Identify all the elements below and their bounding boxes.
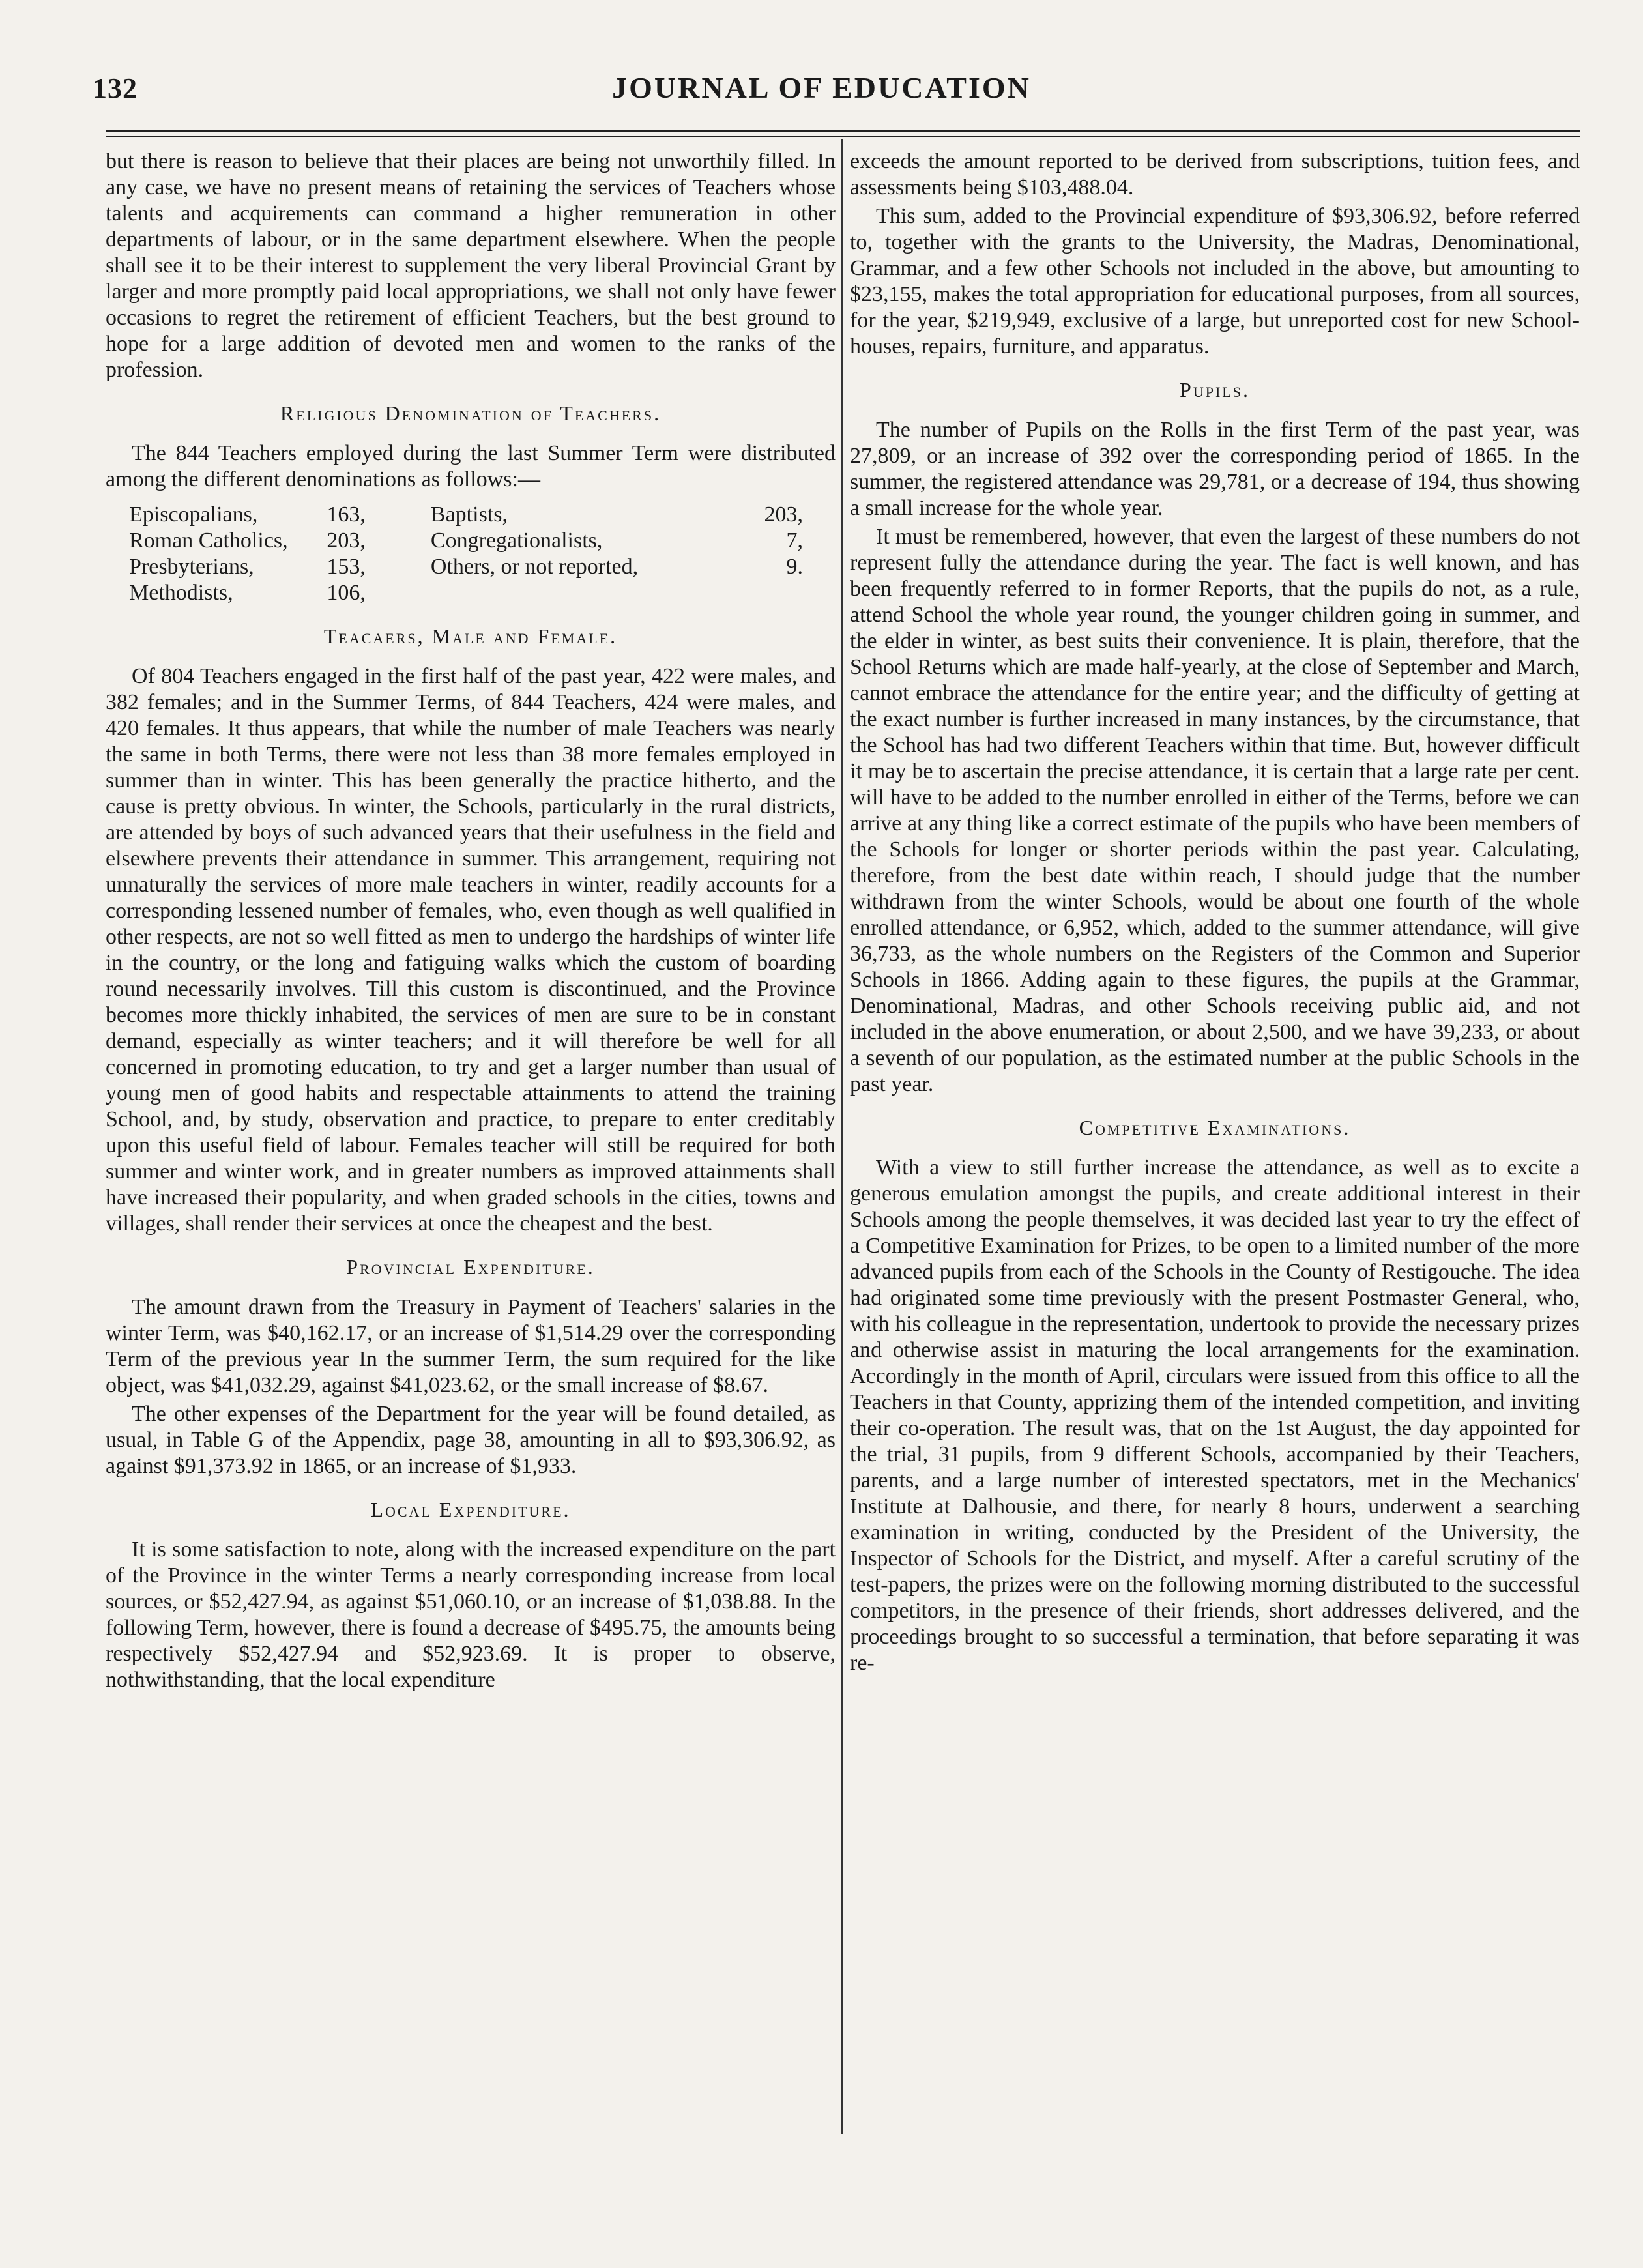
table-row xyxy=(129,528,807,554)
denomination-name xyxy=(431,580,727,606)
denomination-table xyxy=(129,502,807,606)
paragraph-provincial-expenditure-2: The other expenses of the Department for the year will be found detailed, as usual, in Table G of the Appendix, page 38, amounting in all to $93,306.92, as against $91,373.92 in 1865, or an increase of $1,933. xyxy=(106,1402,836,1478)
paragraph-pupils-2: It must be remembered, however, that even the largest of these numbers do not represent fully the attendance during the year. The fact is well known, and has been frequently referred to in former Reports, that the pupils do not, as a rule, attend School the whole year round, the younger children going in summer, and the elder in winter, as best suits their convenience. It is plain, therefore, that the School Returns which are made half-yearly, at the close of September and March, cannot embrace the attendance for the entire year; and the difficulty of getting at the exact number is further increased in many instances, by the circumstance, that the School has had two different Teachers within that time. But, however difficult it may be to ascertain the precise attendance, it is certain that a large rate per cent. will have to be added to the number enrolled in either of the Terms, before we can arrive at any thing like a correct estimate of the pupils who have been members of the Schools for longer or shorter periods within the past year. Calculating, therefore, from the best date within reach, I should judge that the number withdrawn from the winter Schools, would be about one fourth of the whole enrolled attendance, or 6,952, which, added to the summer attendance, will give 36,733, as the whole numbers on the Registers of the Common and Superior Schools in 1866. Adding again to these figures, the pupils at the Grammar, Denominational, Madras, and other Schools receiving public aid, and not included in the above enumeration, or about 2,500, and we have 39,233, or about a seventh of our population, as the estimated number at the public Schools in the past year. xyxy=(850,525,1580,1096)
left-column xyxy=(106,149,836,1693)
paragraph-religious-denomination: The 844 Teachers employed during the last Summer Term were distributed among the different denominations as follows:— xyxy=(106,441,836,491)
denomination-count: 203, xyxy=(327,529,366,553)
denomination-count: 9. xyxy=(786,555,803,579)
denomination-name: Methodists, xyxy=(129,581,233,605)
paragraph-retention: but there is reason to believe that their places are being not unworthily filled. In any case, we have no present means of retaining the services of Teachers whose talents and acquirements can command a higher remuneration in other departments of labour, or in the same department elsewhere. When the people shall see it to be their interest to supplement the very liberal Provincial Grant by larger and more promptly paid local appropriations, we shall not only have fewer occasions to regret the retirement of efficient Teachers, but the best ground to hope for a large addition of devoted men and women to the ranks of the profession. xyxy=(106,149,836,382)
right-column xyxy=(850,149,1580,1676)
table-row xyxy=(129,502,807,528)
running-title: JOURNAL OF EDUCATION xyxy=(612,71,1031,104)
denomination-count: 163, xyxy=(327,502,366,527)
denomination-name: Congregationalists, xyxy=(430,529,603,553)
paragraph-local-expenditure: It is some satisfaction to note, along with the increased expenditure on the part of the Province in the winter Terms a nearly corresponding increase from local sources, or $52,427.94, as against $51,060.10, or an increase of $1,038.88. In the following Term, however, there is found a decrease of $495.75, the amounts being respectively $52,427.94 and $52,923.69. It is proper to observe, nothwithstanding, that the local expenditure xyxy=(106,1537,836,1692)
denomination-name: Baptists, xyxy=(430,502,508,527)
heading-local-expenditure: Local Expenditure. xyxy=(370,1498,571,1521)
paragraph-total-appropriation: This sum, added to the Provincial expenditure of $93,306.92, before referred to, together with the grants to the University, the Madras, Denominational, Grammar, and a few other Schools not included in the above, but amounting to $23,155, makes the total appropriation for educational purposes, from all sources, for the year, $219,949, exclusive of a large, but unreported cost for new School-houses, repairs, furniture, and apparatus. xyxy=(850,204,1580,358)
header-rule-bottom xyxy=(106,136,1580,137)
heading-teachers-male-female: Teacaers, Male and Female. xyxy=(323,624,618,648)
denomination-name: Roman Catholics, xyxy=(129,529,288,553)
header-rule-top xyxy=(106,130,1580,132)
paragraph-local-expenditure-continued: exceeds the amount reported to be derived from subscriptions, tuition fees, and assessments being $103,488.04. xyxy=(850,149,1580,199)
paragraph-pupils-1: The number of Pupils on the Rolls in the first Term of the past year, was 27,809, or an increase of 392 over the corresponding period of 1865. In the summer, the registered attendance was 29,781, or a decrease of 194, thus showing a small increase for the whole year. xyxy=(850,418,1580,520)
denomination-count xyxy=(727,580,807,606)
heading-provincial-expenditure: Provincial Expenditure. xyxy=(346,1255,595,1279)
denomination-count: 203, xyxy=(764,502,803,527)
page-number: 132 xyxy=(93,72,138,104)
table-row xyxy=(129,580,807,606)
denomination-name: Presbyterians, xyxy=(129,555,254,579)
paragraph-competitive-examinations: With a view to still further increase the attendance, as well as to excite a generous emulation amongst the pupils, and create additional interest in their Schools among the people themselves, it was decided last year to try the effect of a Competitive Examination for Prizes, to be open to a limited number of the more advanced pupils from each of the Schools in the County of Restigouche. The idea had originated some time previously with the present Postmaster General, who, with his colleague in the representation, undertook to provide the necessary prizes and otherwise assist in maturing the local arrangements for the examination. Accordingly in the month of April, circulars were issued from this office to all the Teachers in that County, apprizing them of the intended competition, and inviting their co-operation. The result was, that on the 1st August, the day appointed for the trial, 31 pupils, from 9 different Schools, accompanied by their Teachers, parents, and a large number of interested spectators, met in the Mechanics' Institute at Dalhousie, and there, for nearly 8 hours, underwent a searching examination in writing, conducted by the President of the University, the Inspector of Schools for the District, and myself. After a careful scrutiny of the test-papers, the prizes were on the following morning distributed to the successful competitors, in the presence of their friends, short addresses delivered, and the proceedings brought to so successful a termination, that before separating it was re- xyxy=(850,1156,1580,1675)
paragraph-teachers-male-female: Of 804 Teachers engaged in the first half of the past year, 422 were males, and 382 females; and in the Summer Terms, of 844 Teachers, 424 were males, and 420 females. It thus appears, that while the number of male Teachers was nearly the same in both Terms, there were not less than 38 more females employed in summer than in winter. This has been generally the practice hitherto, and the cause is pretty obvious. In winter, the Schools, particularly in the rural districts, are attended by boys of such advanced years that their usefulness in the field and elsewhere prevents their attendance in summer. This arrangement, requiring not unnaturally the services of more male teachers in winter, readily accounts for a corresponding lessened number of females, who, even though as well qualified in other respects, are not so well fitted as men to undergo the hardships of winter life in the country, or the long and fatiguing walks which the custom of boarding round necessarily involves. Till this custom is discontinued, and the Province becomes more thickly inhabited, the services of men are sure to be in constant demand, especially as winter teachers; and it will therefore be well for all concerned in promoting education, to try and get a larger number than usual of young men of good habits and respectable attainments to attend the training School, and, by study, observation and practice, to prepare to enter creditably upon this useful field of labour. Females teacher will still be required for both summer and winter work, and in greater numbers as improved attainments shall have increased their popularity, and when graded schools in the cities, towns and villages, shall render their services at once the cheapest and the best. xyxy=(106,664,836,1236)
denomination-name: Episcopalians, xyxy=(129,502,258,527)
denomination-count: 106, xyxy=(327,581,366,605)
table-row xyxy=(129,554,807,580)
denomination-count: 153, xyxy=(327,555,366,579)
heading-religious-denomination: Religious Denomination of Teachers. xyxy=(280,401,662,425)
heading-pupils: Pupils. xyxy=(1180,378,1250,401)
denomination-name: Others, or not reported, xyxy=(430,555,639,579)
paragraph-provincial-expenditure-1: The amount drawn from the Treasury in Payment of Teachers' salaries in the winter Term, was $40,162.17, or an increase of $1,514.29 over the corresponding Term of the previous year In the summer Term, the sum required for the like object, was $41,032.29, against $41,023.62, or the small increase of $8.67. xyxy=(106,1295,836,1397)
heading-competitive-examinations: Competitive Examinations. xyxy=(1079,1116,1351,1139)
column-divider xyxy=(841,139,843,2134)
denomination-count: 7, xyxy=(786,529,803,553)
